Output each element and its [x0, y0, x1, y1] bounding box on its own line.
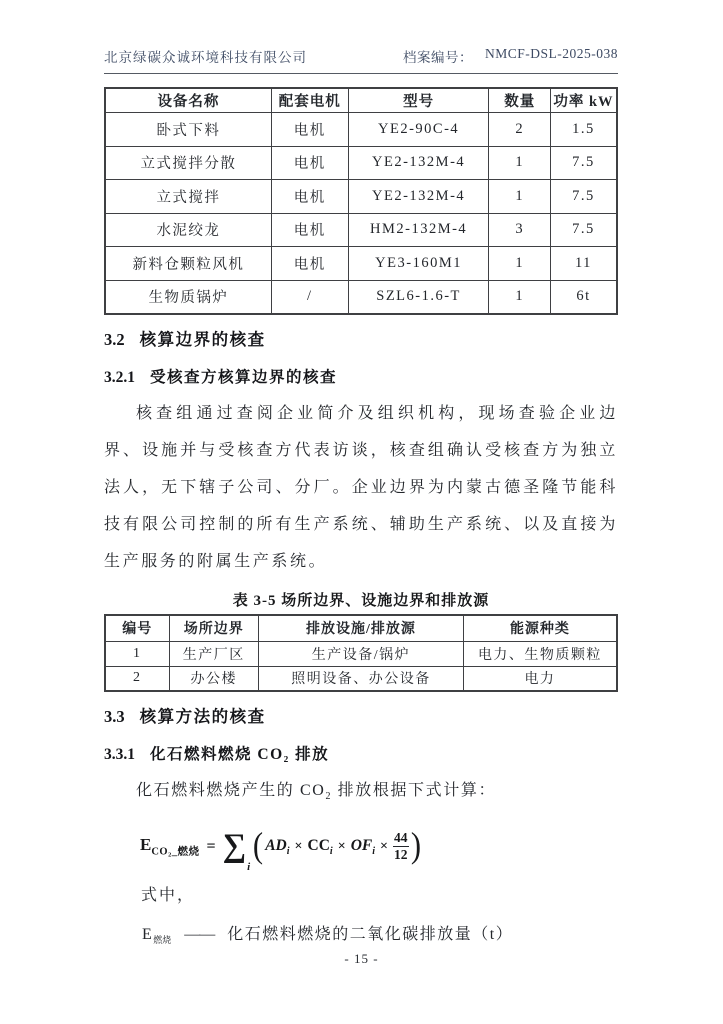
cell: 2: [489, 113, 550, 147]
cell: 立式搅拌分散: [105, 146, 271, 180]
section-number: 3.2.1: [104, 368, 135, 386]
multiply-sign: ×: [380, 838, 388, 854]
close-paren: ): [410, 824, 421, 865]
term-sub: i: [286, 845, 290, 857]
cell: 办公楼: [169, 666, 259, 691]
cell: 电机: [271, 213, 348, 247]
cell: 1: [105, 642, 169, 667]
cell: 照明设备、办公设备: [259, 666, 464, 691]
table-3-5-caption: 表 3-5 场所边界、设施边界和排放源: [232, 592, 490, 609]
cell: 电力、生物质颗粒: [463, 642, 617, 667]
cell: 7.5: [550, 146, 617, 180]
symbol-definition: [142, 921, 618, 946]
cell: HM2-132M-4: [348, 213, 489, 247]
def-symbol-sub: 燃烧: [153, 934, 172, 945]
table-header-row: [105, 615, 617, 642]
section-heading-3-2-1: [104, 367, 618, 389]
cell: 生产厂区: [169, 642, 259, 667]
cell: 1.5: [550, 113, 617, 147]
multiply-sign: ×: [294, 838, 303, 854]
section-title: 化石燃料燃烧 CO₂ 排放: [150, 745, 330, 763]
cell: 电机: [271, 146, 348, 180]
formula-E: E: [140, 834, 152, 854]
term-sub: i: [372, 845, 376, 857]
co2-formula-intro: [104, 779, 618, 809]
intro-text: 排放根据下式计算：: [332, 781, 497, 799]
cell: 2: [105, 666, 169, 691]
company-name: 北京绿碳众诚环境科技有限公司: [104, 50, 307, 65]
cell: 7.5: [550, 180, 617, 214]
subscript-2: 2: [325, 790, 333, 802]
cell: YE3-160M1: [348, 247, 489, 281]
column-header: 数量: [489, 88, 550, 113]
column-header: 排放设施/排放源: [259, 615, 464, 642]
section-number: 3.3: [104, 706, 125, 726]
section-heading-3-3: [104, 706, 618, 728]
cell: 1: [489, 180, 550, 214]
fraction-44-12: [393, 830, 409, 863]
section-number: 3.2: [104, 329, 125, 349]
column-header: 场所边界: [169, 615, 259, 642]
intro-text: 化石燃料燃烧产生的 CO: [136, 781, 326, 799]
table-header-row: [105, 88, 617, 113]
cell: 新料仓颗粒风机: [105, 247, 271, 281]
term-sub: i: [329, 845, 333, 857]
table-row: [105, 666, 617, 691]
cell: 电机: [271, 113, 348, 147]
section-heading-3-2: [104, 329, 618, 351]
table-row: [105, 180, 617, 214]
multiply-sign: ×: [337, 838, 346, 854]
table-row: [105, 280, 617, 314]
equals-sign: =: [206, 837, 216, 855]
cell: SZL6-1.6-T: [348, 280, 489, 314]
cell: 电力: [463, 666, 617, 691]
sum-index: i: [247, 861, 251, 874]
section-heading-3-3-1: [104, 744, 618, 766]
section-title: 核算边界的核查: [139, 329, 266, 349]
term-OF: [351, 837, 375, 857]
column-header: 功率 kW: [550, 88, 617, 113]
table-row: [105, 642, 617, 667]
column-header: 配套电机: [271, 88, 348, 113]
cell: 卧式下料: [105, 113, 271, 147]
where-label: 式中，: [141, 886, 196, 904]
term-base: AD: [265, 836, 287, 854]
denominator: 12: [394, 847, 408, 863]
column-header: 设备名称: [105, 88, 271, 113]
sigma-symbol: ∑: [222, 828, 247, 865]
table-row: [105, 247, 617, 281]
table-row: [105, 146, 617, 180]
cell: 6t: [550, 280, 617, 314]
term-CC: [308, 837, 333, 857]
formula-lhs: [140, 835, 200, 858]
cell: 生产设备/锅炉: [259, 642, 464, 667]
term-AD: [265, 837, 289, 857]
cell: 水泥绞龙: [105, 213, 271, 247]
page-number: - 15 -: [344, 951, 379, 966]
equipment-table: [104, 87, 618, 315]
definition-text: 化石燃料燃烧的二氧化碳排放量（t）: [227, 925, 514, 943]
column-header: 能源种类: [463, 615, 617, 642]
cell: 电机: [271, 247, 348, 281]
cell: YE2-132M-4: [348, 180, 489, 214]
archive-code: NMCF-DSL-2025-038: [484, 46, 618, 61]
cell: 3: [489, 213, 550, 247]
numerator: 44: [393, 830, 409, 847]
cell: /: [271, 280, 348, 314]
section-number: 3.3.1: [104, 745, 135, 763]
summation: [222, 828, 251, 874]
open-paren: (: [253, 824, 264, 865]
column-header: 编号: [105, 615, 169, 642]
archive-label: 档案编号：: [402, 50, 473, 65]
def-symbol: E: [142, 925, 154, 943]
term-base: CC: [307, 836, 330, 854]
archive-number: [403, 46, 618, 66]
cell: 生物质锅炉: [105, 280, 271, 314]
cell: 7.5: [550, 213, 617, 247]
cell: 11: [550, 247, 617, 281]
table-row: [105, 213, 617, 247]
column-header: 型号: [348, 88, 489, 113]
boundary-review-paragraph: 核查组通过查阅企业简介及组织机构，现场查验企业边界、设施并与受核查方代表访谈，核查组确认受核查方为独立法人，无下辖子公司、分厂。企业边界为内蒙古德圣隆节能科技有限公司控制的所有生产系统、辅助生产系统、以及直接为生产服务的附属生产系统。: [104, 404, 618, 570]
cell: 立式搅拌: [105, 180, 271, 214]
cell: 1: [489, 280, 550, 314]
page-header: [104, 46, 618, 74]
cell: 1: [489, 146, 550, 180]
cell: 1: [489, 247, 550, 281]
cell: YE2-132M-4: [348, 146, 489, 180]
cell: 电机: [271, 180, 348, 214]
section-title: 核算方法的核查: [139, 706, 266, 726]
table-row: [105, 113, 617, 147]
definition-dash: ——: [184, 925, 215, 943]
section-title: 受核查方核算边界的核查: [150, 368, 338, 386]
term-base: OF: [350, 836, 373, 854]
formula-lhs-subscript: CO₂_燃烧: [151, 846, 200, 858]
boundary-table: [104, 614, 618, 692]
co2-combustion-formula: [140, 821, 618, 873]
cell: YE2-90C-4: [348, 113, 489, 147]
